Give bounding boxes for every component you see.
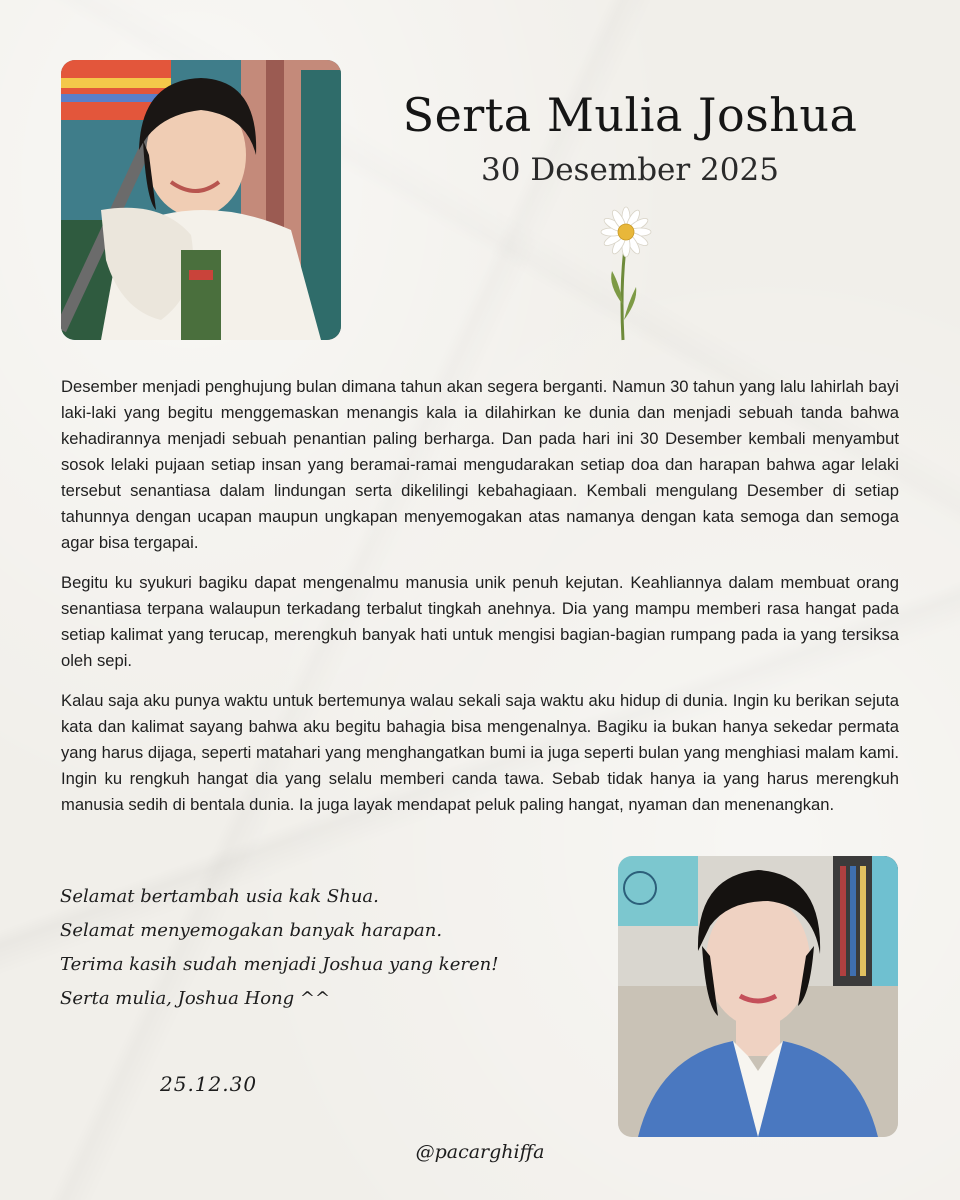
photo-portrait-smiling [61, 60, 341, 340]
portrait-smiling-image [61, 60, 341, 340]
signature-date: 25.12.30 [160, 1072, 258, 1096]
paragraph-3: Kalau saja aku punya waktu untuk bertemunya walau sekali saja waktu aku hidup di dunia. Ingin ku berikan sejuta kata dan kalimat sayang bahwa aku begitu bahagia bisa mengenalnya. Bagiku ia bukan hanya sekedar permata yang harus dijaga, seperti matahari yang menghangatkan bumi ia juga seperti bulan yang menghiasi malam kami. Ingin ku rengkuh hangat dia yang selalu memberi canda tawa. Sebab tidak hanya ia yang harus merengkuh manusia sedih di bentala dunia. Ia juga layak mendapat peluk paling hangat, nyaman dan menenangkan. [61, 691, 899, 814]
daisy-icon [590, 205, 662, 345]
page-title: Serta Mulia Joshua [402, 88, 858, 142]
letter-body [61, 374, 899, 832]
paragraph-1: Desember menjadi penghujung bulan dimana tahun akan segera berganti. Namun 30 tahun yang lalu lahirlah bayi laki-laki yang begitu menggemaskan menangis kala ia dilahirkan ke dunia dan menjadi sebuah tanda bahwa kehadirannya menjadi sebuah penantian paling berharga. Dan pada hari ini 30 Desember kembali menyambut sosok lelaki pujaan setiap insan yang beramai-ramai mengudarakan setiap doa dan harapan bahwa agar lelaki tersebut senantiasa dalam lindungan serta dikelilingi kebahagiaan. Kembali mengulang Desember di setiap tahunnya dengan ucapan maupun ungkapan menyemogakan atas namanya dengan kata semoga dan semoga agar bisa tergapai. [61, 377, 899, 552]
author-handle: @pacarghiffa [415, 1141, 545, 1163]
note-line-2: Selamat menyemogakan banyak harapan. [60, 920, 443, 941]
paragraph-2: Begitu ku syukuri bagiku dapat mengenalmu manusia unik penuh kejutan. Keahliannya dalam membuat orang senantiasa terpana walaupun terkadang terbalut tingkah anehnya. Dia yang mampu memberi rasa hangat pada setiap kalimat yang terucap, merengkuh banyak hati untuk mengisi bagian-bagian rumpang pada ia yang tersiksa oleh sepi. [61, 573, 899, 670]
note-line-3: Terima kasih sudah menjadi Joshua yang keren! [60, 954, 499, 975]
note-line-1: Selamat bertambah usia kak Shua. [60, 886, 379, 907]
handwritten-note [60, 880, 580, 1016]
photo-portrait-selfie [618, 856, 898, 1137]
note-line-4: Serta mulia, Joshua Hong ^^ [60, 988, 331, 1009]
page-date: 30 Desember 2025 [481, 152, 779, 188]
portrait-selfie-image [618, 856, 898, 1137]
